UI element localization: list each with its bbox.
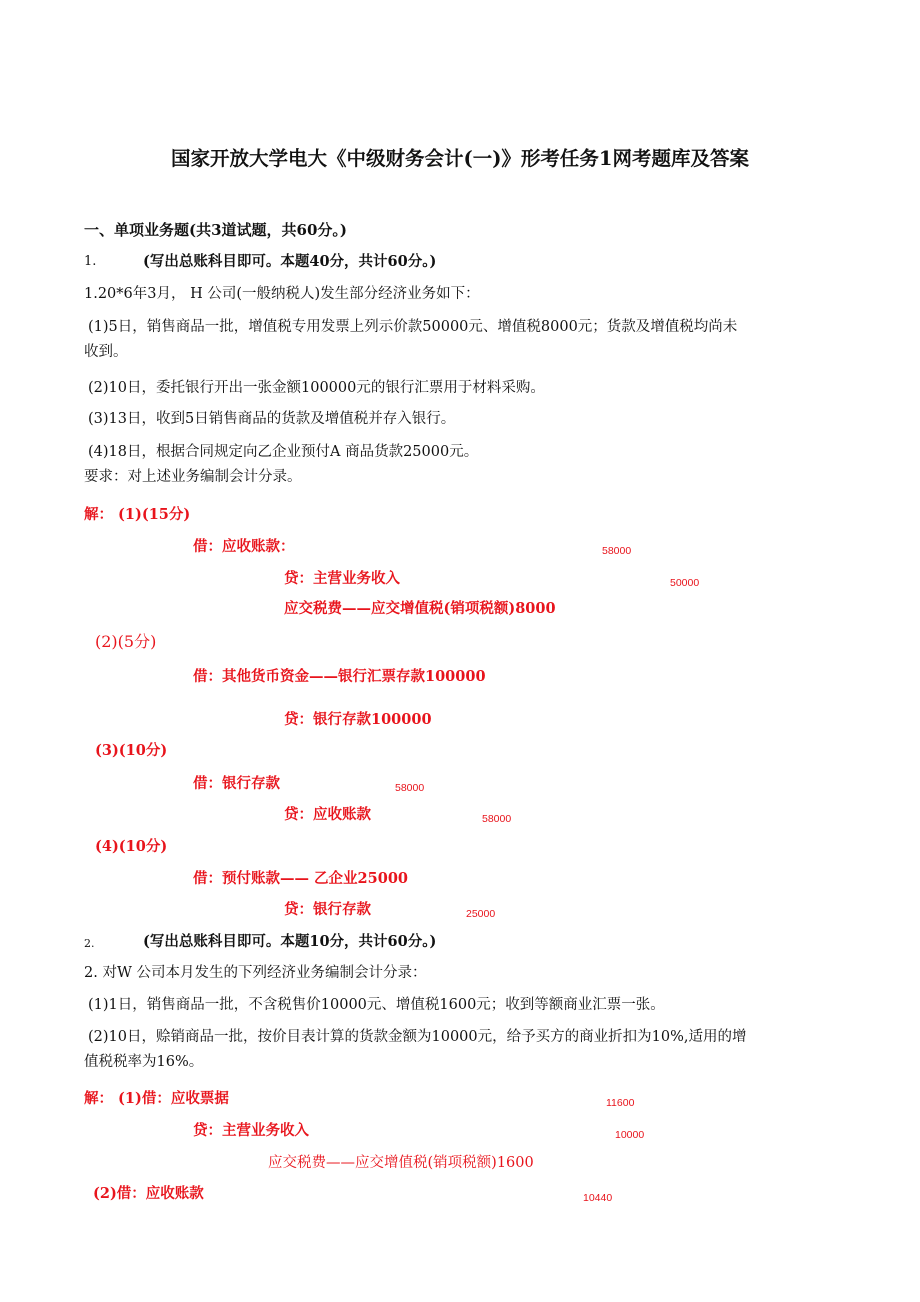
credit-entry: 应交税费——应交增值税(销项税额)8000 (284, 600, 556, 617)
credit-entry: 应交税费——应交增值税(销项税额)1600 (268, 1155, 534, 1171)
amount: 10000 (615, 1129, 645, 1141)
credit-entry: 贷：银行存款 (284, 901, 371, 918)
question-item: (1)5日，销售商品一批，增值税专用发票上列示价款50000元、增值税8000元；货款及增值税均尚未 (88, 319, 738, 335)
credit-entry: 贷：主营业务收入 (284, 570, 400, 587)
question-item: (1)1日，销售商品一批，不含税售价10000元、增值税1600元；收到等额商业汇票一张。 (88, 997, 665, 1013)
amount: 10440 (583, 1192, 613, 1204)
question-intro: 1.20*6年3月， H 公司(一般纳税人)发生部分经济业务如下： (84, 286, 480, 302)
amount: 58000 (482, 813, 512, 825)
question-item: (2)10日，赊销商品一批，按价目表计算的货款金额为10000元，给予买方的商业折扣为10%,适用的增 (88, 1029, 747, 1045)
amount: 50000 (670, 577, 700, 589)
debit-entry: 借：预付账款—— 乙企业25000 (193, 870, 408, 887)
question-item: (2)10日，委托银行开出一张金额100000元的银行汇票用于材料采购。 (88, 380, 545, 396)
debit-entry: 借：应收账款： (193, 538, 295, 555)
credit-entry: 贷：银行存款100000 (284, 711, 432, 728)
question-item: (3)13日，收到5日销售商品的货款及增值税并存入银行。 (88, 411, 456, 427)
amount: 25000 (466, 908, 496, 920)
requirement: 要求：对上述业务编制会计分录。 (84, 469, 302, 485)
answer-label: (2)(5分) (95, 632, 157, 651)
question-item: 值税税率为16%。 (84, 1054, 204, 1070)
question-item: (4)18日，根据合同规定向乙企业预付A 商品货款25000元。 (88, 444, 479, 460)
question-number: 2. (84, 937, 95, 950)
amount: 58000 (602, 545, 632, 557)
page-title: 国家开放大学电大《中级财务会计(一)》形考任务1网考题库及答案 (170, 147, 750, 170)
answer-label: (3)(10分) (95, 742, 168, 759)
question-item: 收到。 (84, 344, 128, 360)
debit-entry: (2)借：应收账款 (93, 1185, 204, 1202)
answer-label: (4)(10分) (95, 838, 168, 855)
credit-entry: 贷：应收账款 (284, 806, 371, 823)
question-note: (写出总账科目即可。本题40分，共计60分。) (143, 253, 437, 270)
amount: 58000 (395, 782, 425, 794)
question-number: 1. (84, 254, 97, 269)
amount: 11600 (606, 1097, 635, 1109)
question-note: (写出总账科目即可。本题10分，共计60分。) (143, 933, 437, 950)
answer-label: 解： (1)(15分) (84, 506, 191, 523)
debit-entry: 借：其他货币资金——银行汇票存款100000 (193, 668, 486, 685)
section-heading: 一、单项业务题(共3道试题，共60分。) (84, 221, 348, 239)
question-intro: 2. 对W 公司本月发生的下列经济业务编制会计分录： (84, 965, 427, 981)
debit-entry: 借：银行存款 (193, 775, 280, 792)
credit-entry: 贷：主营业务收入 (193, 1122, 309, 1139)
answer-label: 解： (1)借：应收票据 (84, 1090, 229, 1107)
